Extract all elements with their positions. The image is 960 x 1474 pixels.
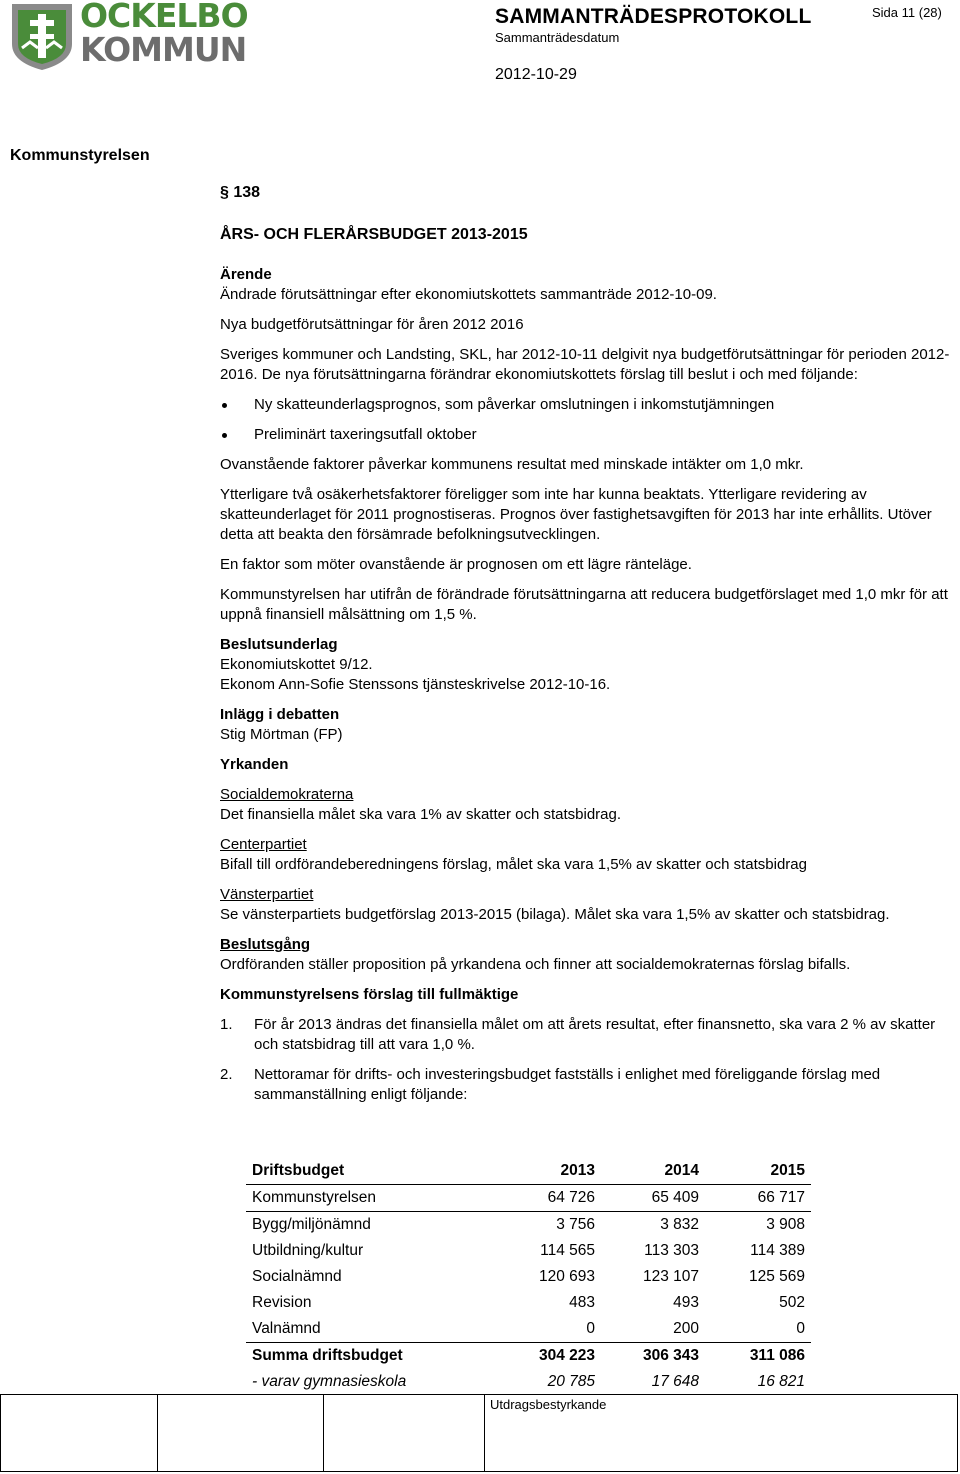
budget-premises-title: Nya budgetförutsättningar för åren 2012 2016	[220, 316, 524, 333]
interest-paragraph: En faktor som möter ovanstående är prognosen om ett lägre ränteläge.	[220, 556, 692, 573]
table-cell: 304 223	[538, 1347, 595, 1364]
beslutsunderlag-item: Ekonom Ann-Sofie Stenssons tjänsteskrivelse 2012-10-16.	[220, 676, 611, 693]
logo-text-line1: OCKELBO	[80, 0, 248, 35]
logo-text-line2: KOMMUN	[80, 30, 247, 69]
table-cell: 16 821	[757, 1373, 805, 1390]
table-row	[246, 1238, 811, 1264]
party-name: Socialdemokraterna	[220, 786, 354, 803]
table-cell: Socialnämnd	[252, 1268, 342, 1285]
signature-box	[157, 1394, 324, 1472]
meeting-date: 2012-10-29	[495, 66, 577, 83]
table-cell: 3 908	[766, 1216, 805, 1233]
decision-list	[220, 1015, 956, 1105]
beslutsgang-text: Ordföranden ställer proposition på yrkandena och finner att socialdemokraternas förslag bifalls.	[220, 956, 851, 973]
section-heading: ÅRS- OCH FLERÅRSBUDGET 2013-2015	[220, 226, 528, 243]
table-cell: Bygg/miljönämnd	[252, 1216, 371, 1233]
table-row	[246, 1316, 811, 1343]
beslutsunderlag-item: Ekonomiutskottet 9/12.	[220, 656, 373, 673]
forslag-label: Kommunstyrelsens förslag till fullmäktige	[220, 986, 519, 1003]
table-cell: 20 785	[547, 1373, 595, 1390]
uncertainty-paragraph: Ytterligare två osäkerhetsfaktorer föreligger som inte har kunna beaktats. Ytterligare revidering av skatteunderlaget för 2011 prognostiseras. Prognos över fastighetsavgiften för 2013 har inte erhållits. Utöver detta att beakta den försämrade befolkningsutvecklingen.	[220, 486, 932, 543]
table-cell: 502	[779, 1294, 805, 1311]
party-name: Vänsterpartiet	[220, 886, 314, 903]
table-cell: 3 756	[556, 1216, 595, 1233]
organ-name: Kommunstyrelsen	[10, 147, 150, 164]
table-cell: 3 832	[660, 1216, 699, 1233]
bullet-icon	[222, 403, 227, 408]
table-cell: 65 409	[601, 1185, 705, 1212]
column-header: 2013	[510, 1158, 601, 1185]
column-header: 2015	[705, 1158, 811, 1185]
table-cell: 66 717	[705, 1185, 811, 1212]
table-cell: 17 648	[651, 1373, 699, 1390]
table-cell: 114 565	[540, 1242, 595, 1259]
table-cell: 123 107	[642, 1268, 699, 1285]
inlagg-text: Stig Mörtman (FP)	[220, 726, 343, 743]
table-cell: 306 343	[642, 1347, 699, 1364]
beslutsgang-label: Beslutsgång	[220, 936, 311, 953]
table-cell: Valnämnd	[246, 1316, 510, 1343]
list-item: 2. Nettoramar för drifts- och investeringsbudget fastställs i enlighet med föreliggande förslag med sammanställning enligt följande:	[220, 1066, 881, 1103]
table-header-row	[246, 1158, 811, 1185]
table-cell: 493	[673, 1294, 699, 1311]
party-proposal: Bifall till ordförandeberedningens förslag, målet ska vara 1,5% av skatter och statsbidrag	[220, 856, 807, 873]
table-cell: 64 726	[510, 1185, 601, 1212]
paragraph-number: § 138	[220, 184, 261, 201]
party-proposal: Det finansiella målet ska vara 1% av skatter och statsbidrag.	[220, 806, 622, 823]
impact-paragraph: Ovanstående faktorer påverkar kommunens resultat med minskade intäkter om 1,0 mkr.	[220, 456, 804, 473]
party-proposal: Se vänsterpartiets budgetförslag 2013-2015 (bilaga). Målet ska vara 1,5% av skatter och statsbidrag.	[220, 906, 890, 923]
table-cell: 483	[569, 1294, 595, 1311]
table-row	[246, 1212, 811, 1239]
table-row	[246, 1185, 811, 1212]
party-name: Centerpartiet	[220, 836, 307, 853]
budget-table	[246, 1158, 811, 1395]
table-cell: 125 569	[748, 1268, 805, 1285]
table-varav-row	[246, 1369, 811, 1395]
list-item: Preliminärt taxeringsutfall oktober	[220, 425, 956, 445]
bullet-icon	[222, 433, 227, 438]
certification-label: Utdragsbestyrkande	[490, 1397, 607, 1412]
table-cell: 113 303	[644, 1242, 699, 1259]
column-header: 2014	[601, 1158, 705, 1185]
signature-box	[323, 1394, 485, 1472]
table-cell: 200	[601, 1316, 705, 1343]
list-item: Ny skatteunderlagsprognos, som påverkar omslutningen i inkomstutjämningen	[220, 395, 956, 415]
table-cell: 0	[510, 1316, 601, 1343]
signature-box	[0, 1394, 158, 1472]
table-cell: Kommunstyrelsen	[246, 1185, 510, 1212]
signature-footer	[0, 1394, 958, 1472]
reduction-paragraph: Kommunstyrelsen har utifrån de förändrade förutsättningarna att reducera budgetförslaget med 1,0 mkr för att uppnå finansiell målsättning om 1,5 %.	[220, 586, 948, 623]
yrkanden-label: Yrkanden	[220, 756, 289, 773]
table-cell: 311 086	[749, 1347, 805, 1364]
change-list	[220, 395, 956, 445]
beslutsunderlag-label: Beslutsunderlag	[220, 636, 338, 653]
table-cell: Utbildning/kultur	[252, 1242, 364, 1259]
column-header: Driftsbudget	[246, 1158, 510, 1185]
document-title: SAMMANTRÄDESPROTOKOLL	[495, 5, 812, 28]
table-sum-row	[246, 1343, 811, 1370]
table-row	[246, 1290, 811, 1316]
table-cell: 114 389	[750, 1242, 805, 1259]
arende-text: Ändrade förutsättningar efter ekonomiutskottets sammanträde 2012-10-09.	[220, 286, 717, 303]
table-cell: - varav gymnasieskola	[252, 1373, 407, 1390]
table-row	[246, 1264, 811, 1290]
table-cell: 120 693	[538, 1268, 595, 1285]
table-cell: Summa driftsbudget	[252, 1347, 403, 1364]
table-cell: Revision	[252, 1294, 312, 1311]
intro-paragraph: Sveriges kommuner och Landsting, SKL, har 2012-10-11 delgivit nya budgetförutsättningar för perioden 2012-2016. De nya förutsättningarna förändrar ekonomiutskottets förslag till beslut i och med följande:	[220, 346, 950, 383]
municipality-logo	[8, 0, 248, 72]
arende-label: Ärende	[220, 266, 272, 283]
inlagg-label: Inlägg i debatten	[220, 706, 340, 723]
date-label: Sammanträdesdatum	[495, 30, 620, 45]
main-content	[220, 225, 956, 1105]
table-cell: 0	[705, 1316, 811, 1343]
page-number: Sida 11 (28)	[872, 5, 942, 20]
list-item: 1. För år 2013 ändras det finansiella målet om att årets resultat, efter finansnetto, ska vara 2 % av skatter och statsbidrag till att vara 1,0 %.	[220, 1016, 936, 1053]
